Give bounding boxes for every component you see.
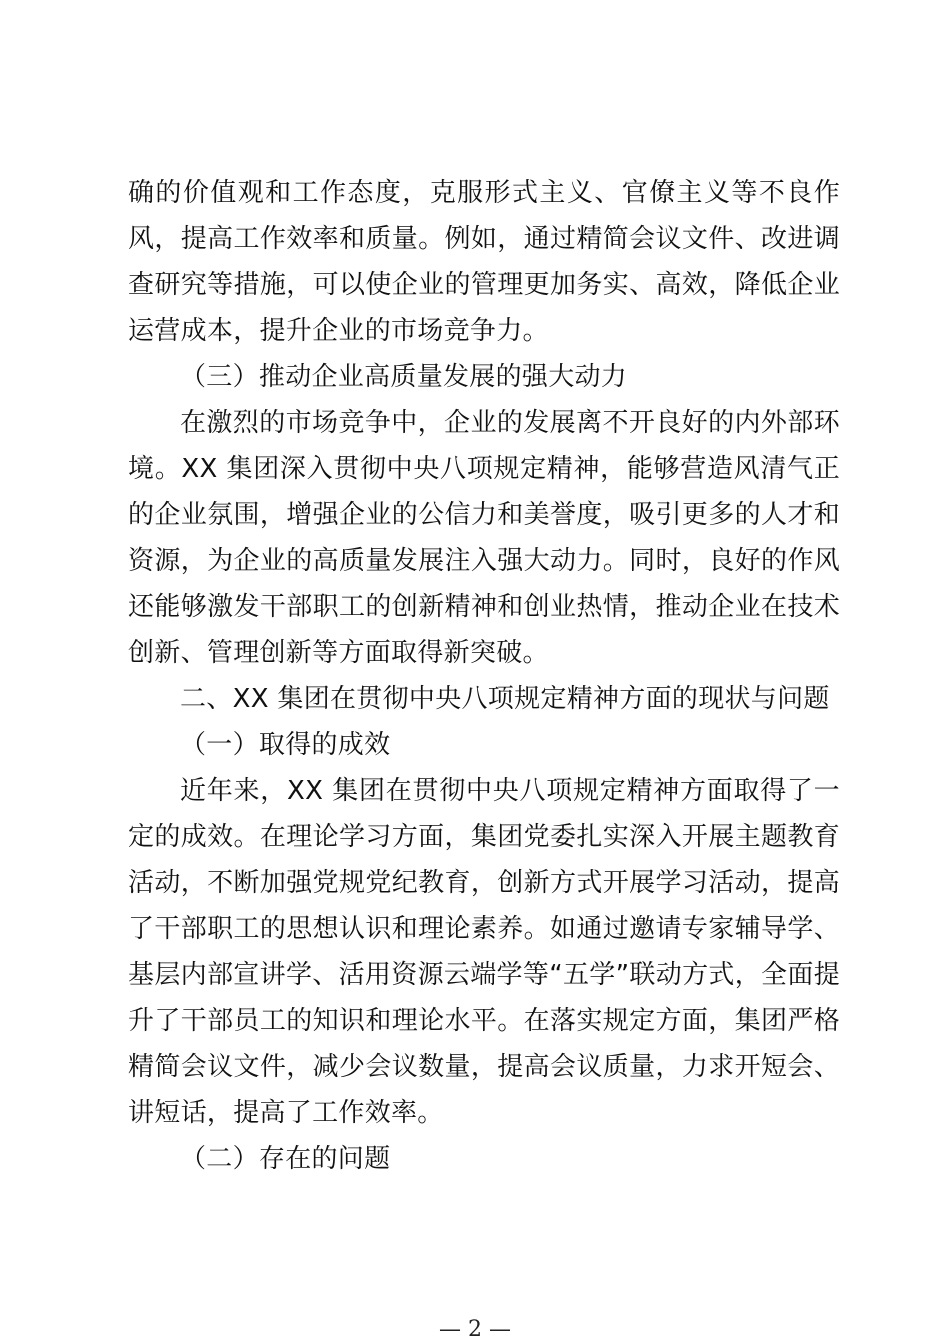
section-heading-3: （三）推动企业高质量发展的强大动力	[180, 362, 628, 392]
page-number: — 2 —	[439, 1317, 511, 1342]
paragraph: 近年来，XX 集团在贯彻中央八项规定精神方面取得了一定的成效。在理论学习方面，集团党委扎实深入开展主题教育活动，不断加强党规党纪教育，创新方式开展学习活动，提高了干部职工的思想认识和理论素养。如通过邀请专家辅导学、基层内部宣讲学、活用资源云端学等“五学”联动方式，全面提升了干部员工的知识和理论水平。在落实规定方面，集团严格精简会议文件，减少会议数量，提高会议质量，力求开短会、讲短话，提高了工作效率。	[128, 776, 840, 1128]
chapter-heading-2: 二、XX 集团在贯彻中央八项规定精神方面的现状与问题	[180, 684, 830, 714]
paragraph-continued: 确的价值观和工作态度，克服形式主义、官僚主义等不良作风，提高工作效率和质量。例如，通过精简会议文件、改进调查研究等措施，可以使企业的管理更加务实、高效，降低企业运营成本，提升企业的市场竞争力。	[128, 178, 840, 346]
section-heading-1: （一）取得的成效	[180, 730, 391, 760]
paragraph: 在激烈的市场竞争中，企业的发展离不开良好的内外部环境。XX 集团深入贯彻中央八项规定精神，能够营造风清气正的企业氛围，增强企业的公信力和美誉度，吸引更多的人才和资源，为企业的高质量发展注入强大动力。同时，良好的作风还能够激发干部职工的创新精神和创业热情，推动企业在技术创新、管理创新等方面取得新突破。	[128, 408, 840, 668]
section-heading-2: （二）存在的问题	[180, 1144, 391, 1174]
document-body	[128, 170, 840, 1182]
